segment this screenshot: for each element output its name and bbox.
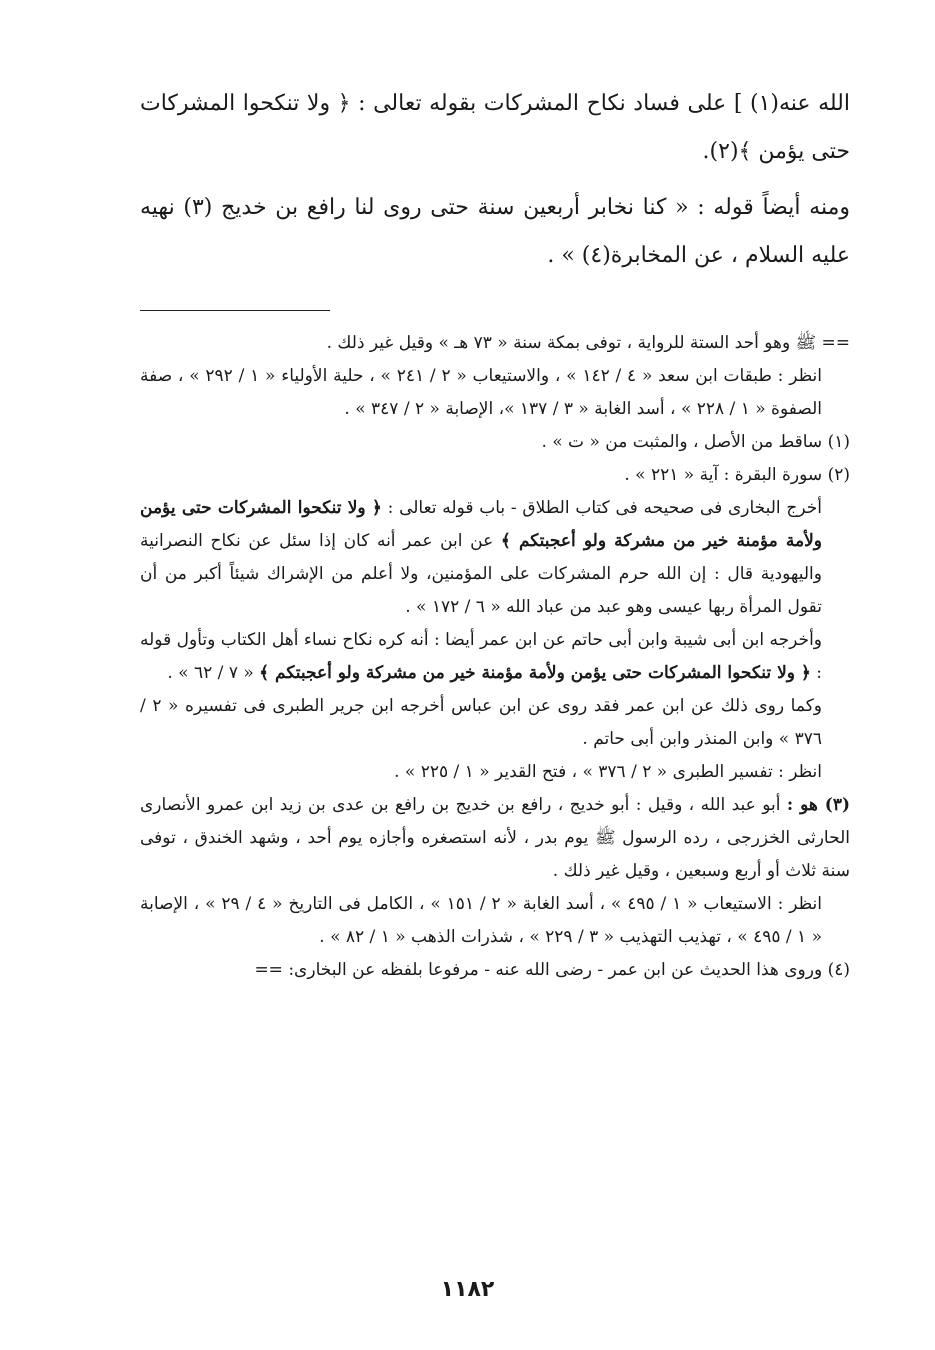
footnote-4: (٤) وروى هذا الحديث عن ابن عمر - رضى الله عنه - مرفوعا بلفظه عن البخارى: ==: [254, 960, 850, 980]
main-paragraph-1: الله عنه(١) ] على فساد نكاح المشركات بقوله تعالى : ﴿ ولا تنكحوا المشركات حتى يؤمن ﴾(٢).: [140, 91, 850, 164]
footnote-2-text-c: وأخرجه ابن أبى شيبة وابن أبى حاتم عن ابن عمر أيضا : أنه كره نكاح نساء أهل الكتاب وتأول قوله :: [140, 630, 822, 683]
quran-quote: ﴿ ولا تنكحوا المشركات حتى يؤمن ولأمة مؤمنة خير من مشركة ولو أعجبتكم ﴾: [259, 663, 811, 683]
page-body: [140, 80, 850, 987]
footnote-2-paragraph-3: وكما روى ذلك عن ابن عمر فقد روى عن ابن عباس أخرجه ابن جرير الطبرى فى تفسيره « ٢ / ٣٧٦ » وابن المنذر وابن أبى حاتم .: [140, 696, 822, 749]
footnote-separator: [140, 310, 330, 311]
footnote-continuation-refs: انظر : طبقات ابن سعد « ٤ / ١٤٢ » ، والاستيعاب « ٢ / ٢٤١ » ، حلية الأولياء « ١ / ٢٩٢ » ، صفة الصفوة « ١ / ٢٢٨ » ، أسد الغابة « ٣ / ١٣٧ »، الإصابة « ٢ / ٣٤٧ » .: [140, 366, 822, 419]
footnote-2-text-b: عن ابن عمر أنه كان إذا سئل عن نكاح النصرانية واليهودية قال : إن الله حرم المشركات على المؤمنين، ولا أعلم من الإشراك شيئاً أكبر من أن تقول المرأة ربها عيسى وهو عبد من عباد الله « ٦ / ١٧٢ » .: [140, 531, 822, 617]
quran-quote: ﴿ ولا تنكحوا المشركات حتى يؤمن ولأمة مؤمنة خير من مشركة ولو أعجبتكم ﴾: [140, 498, 823, 551]
footnote-continuation-line: == ﷺ وهو أحد الستة للرواية ، توفى بمكة سنة « ٧٣ هـ » وقيل غير ذلك .: [326, 333, 850, 353]
footnote-2-paragraph-4: انظر : تفسير الطبرى « ٢ / ٣٧٦ » ، فتح القدير « ١ / ٢٢٥ » .: [394, 762, 822, 782]
footnote-2-head: (٢) سورة البقرة : آية « ٢٢١ » .: [624, 465, 850, 485]
footnote-3-paragraph-2: انظر : الاستيعاب « ١ / ٤٩٥ » ، أسد الغابة « ٢ / ١٥١ » ، الكامل فى التاريخ « ٤ / ٢٩ » ، الإصابة « ١ / ٤٩٥ » ، تهذيب التهذيب « ٣ / ٢٢٩ » ، شذرات الذهب « ١ / ٨٢ » .: [140, 894, 822, 947]
footnote-3-text: أبو عبد الله ، وقيل : أبو خديج ، رافع بن خديج بن رافع بن عدى بن زيد ابن عمرو الأنصارى الحارثى الخزرجى ، رده الرسول ﷺ يوم بدر ، لأنه استصغره وأجازه يوم أحد ، وشهد الخندق ، توفى سنة ثلاث أو أربع وسبعين ، وقيل غير ذلك .: [140, 795, 850, 881]
footnote-2-text-d: « ٧ / ٦٢ » .: [167, 663, 260, 683]
footnote-3-marker: (٣) هو :: [786, 795, 851, 815]
footnote-3-paragraph-1: [140, 789, 850, 888]
footnote-2-text-a: أخرج البخارى فى صحيحه فى كتاب الطلاق - باب قوله تعالى :: [381, 498, 822, 518]
page-number: ١١٨٢: [440, 1277, 495, 1302]
footnote-2-paragraph-2: [140, 624, 850, 690]
footnote-2-paragraph-1: [140, 492, 850, 624]
footnote-1: (١) ساقط من الأصل ، والمثبت من « ت » .: [541, 432, 850, 452]
main-paragraph-2: ومنه أيضاً قوله : « كنا نخابر أربعين سنة حتى روى لنا رافع بن خديج (٣) نهيه عليه السلام ، عن المخابرة(٤) » .: [140, 195, 850, 268]
